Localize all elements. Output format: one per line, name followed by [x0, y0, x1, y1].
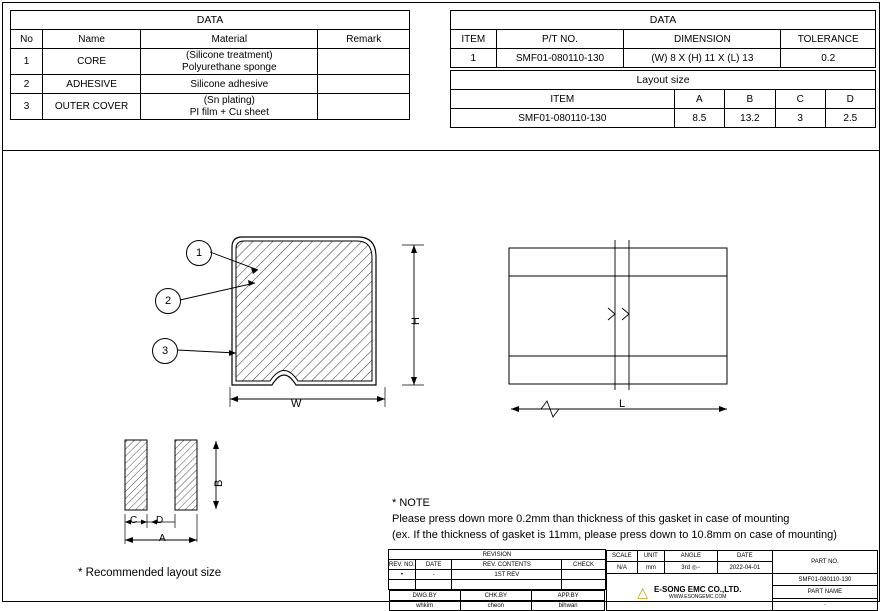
dwgby-value: whkim — [389, 601, 460, 611]
material-row1-name: CORE — [43, 49, 141, 75]
layout-row1-item: SMF01-080110-130 — [451, 109, 675, 128]
part-name-label: PART NAME — [772, 586, 877, 598]
dimension-d-label: D — [156, 515, 164, 526]
material-row1-remark — [318, 49, 410, 75]
material-row3-material-line2: PI film + Cu sheet — [189, 106, 269, 118]
material-header-name: Name — [43, 30, 141, 49]
company-cell — [606, 574, 772, 611]
material-header-no: No — [11, 30, 43, 49]
data-header-ptno: P/T NO. — [496, 30, 624, 49]
dwgby-header: DWG.BY — [389, 591, 460, 601]
table-row — [11, 75, 410, 94]
data-row1-ptno: SMF01-080110-130 — [496, 49, 624, 68]
table-row — [451, 49, 876, 68]
dimension-c-label: C — [130, 515, 138, 526]
callout-leader-lines — [150, 235, 270, 365]
layout-caption: * Recommended layout size — [78, 567, 222, 579]
layout-row1-c: 3 — [775, 109, 825, 128]
callout-3: 3 — [152, 338, 178, 364]
layout-header-b: B — [724, 90, 775, 109]
data-row1-dimension: (W) 8 X (H) 11 X (L) 13 — [624, 49, 781, 68]
rev-date-header: DATE — [415, 560, 452, 570]
angle-value — [664, 562, 717, 574]
appby-header: APP.BY — [531, 591, 604, 601]
title-block — [388, 549, 878, 609]
note-line-2: (ex. If the thickness of gasket is 11mm, please press down to 10.8mm on case of mounting) — [392, 528, 837, 541]
header-divider — [3, 150, 879, 151]
rev-no-header: REV. NO. — [389, 561, 415, 568]
layout-header-a: A — [674, 90, 724, 109]
material-row2-name: ADHESIVE — [43, 75, 141, 94]
material-row1-material-line2: Polyurethane sponge — [182, 61, 277, 73]
layout-size-table — [450, 70, 876, 128]
angle-header: ANGLE — [664, 550, 717, 562]
company-website: WWW.ESONGEMC.COM — [668, 593, 727, 600]
material-header-remark: Remark — [318, 30, 410, 49]
dimension-w — [225, 385, 395, 411]
table-row — [451, 109, 876, 128]
layout-header-item: ITEM — [451, 90, 675, 109]
date-value: 2022-04-01 — [717, 562, 772, 574]
note-title: * NOTE — [392, 497, 430, 509]
data-table-title: DATA — [451, 11, 876, 30]
material-row2-remark — [318, 75, 410, 94]
callout-1: 1 — [186, 240, 212, 266]
rev-row1-date: - — [415, 570, 452, 580]
part-no-label: PART NO. — [772, 550, 877, 574]
dimension-w-label: W — [291, 398, 302, 410]
dimension-h-label: H — [410, 317, 422, 325]
dimension-b-label: B — [213, 479, 225, 487]
rev-check-header: CHECK — [562, 560, 606, 570]
dimension-l-label: L — [619, 398, 626, 410]
warning-triangle-icon: △ — [637, 583, 649, 600]
dimension-a-label: A — [159, 533, 166, 544]
layout-row1-b: 13.2 — [724, 109, 775, 128]
layout-header-c: C — [775, 90, 825, 109]
rev-contents-header: REV. CONTENTS — [452, 560, 562, 570]
table-row — [11, 94, 410, 120]
layout-row1-d: 2.5 — [825, 109, 875, 128]
layout-header-d: D — [825, 90, 875, 109]
part-no-value: SMF01-080110-130 — [772, 574, 877, 586]
scale-header: SCALE — [606, 550, 637, 562]
scale-value: N/A — [606, 562, 637, 574]
rev-row1-check — [562, 570, 606, 580]
data-header-item: ITEM — [451, 30, 497, 49]
material-row3-remark — [318, 94, 410, 120]
data-row1-item: 1 — [451, 49, 497, 68]
unit-header: UNIT — [637, 550, 664, 562]
rev-row1-contents: 1ST REV — [452, 570, 562, 580]
rev-row2-check — [562, 580, 606, 590]
rev-row1-no: • — [389, 570, 416, 580]
material-row1-material-line1: (Silicone treatment) — [185, 50, 273, 61]
material-row1-material — [141, 49, 318, 75]
layout-row1-a: 8.5 — [674, 109, 724, 128]
data-row1-tolerance: 0.2 — [781, 49, 876, 68]
rev-row2-date — [415, 580, 452, 590]
material-row3-no: 3 — [11, 94, 43, 120]
material-row2-material: Silicone adhesive — [141, 75, 318, 94]
appby-value: bihwan — [531, 601, 604, 611]
material-header-material: Material — [141, 30, 318, 49]
layout-table-title: Layout size — [451, 71, 876, 90]
data-table — [450, 10, 876, 68]
date-header: DATE — [717, 550, 772, 562]
material-table — [10, 10, 410, 120]
revision-title: REVISION — [389, 550, 606, 560]
rev-row2-no — [389, 580, 416, 590]
data-header-dimension: DIMENSION — [624, 30, 781, 49]
note-line-1: Please press down more 0.2mm than thickness of this gasket in case of mounting — [392, 512, 790, 525]
chkby-value: cheon — [460, 601, 531, 611]
table-row — [11, 49, 410, 75]
material-table-title: DATA — [11, 11, 410, 30]
callout-2: 2 — [155, 288, 181, 314]
material-row1-no: 1 — [11, 49, 43, 75]
part-name-value: . — [772, 598, 877, 610]
material-row2-no: 2 — [11, 75, 43, 94]
chkby-header: CHK.BY — [460, 591, 531, 601]
material-row3-name: OUTER COVER — [43, 94, 141, 120]
data-header-tolerance: TOLERANCE — [781, 30, 876, 49]
rev-row2-contents — [452, 580, 562, 590]
material-row3-material — [141, 94, 318, 120]
material-row3-material-line1: (Sn plating) — [203, 95, 255, 106]
dimension-b — [205, 438, 227, 514]
angle-value-text: 3rd — [681, 565, 690, 572]
dimension-h — [400, 240, 426, 390]
side-view-drawing — [505, 240, 735, 390]
company-name: E-SONG EMC CO.,LTD. — [654, 584, 742, 594]
projection-symbol-icon: ◎− — [691, 565, 701, 572]
unit-value: mm — [637, 562, 664, 574]
